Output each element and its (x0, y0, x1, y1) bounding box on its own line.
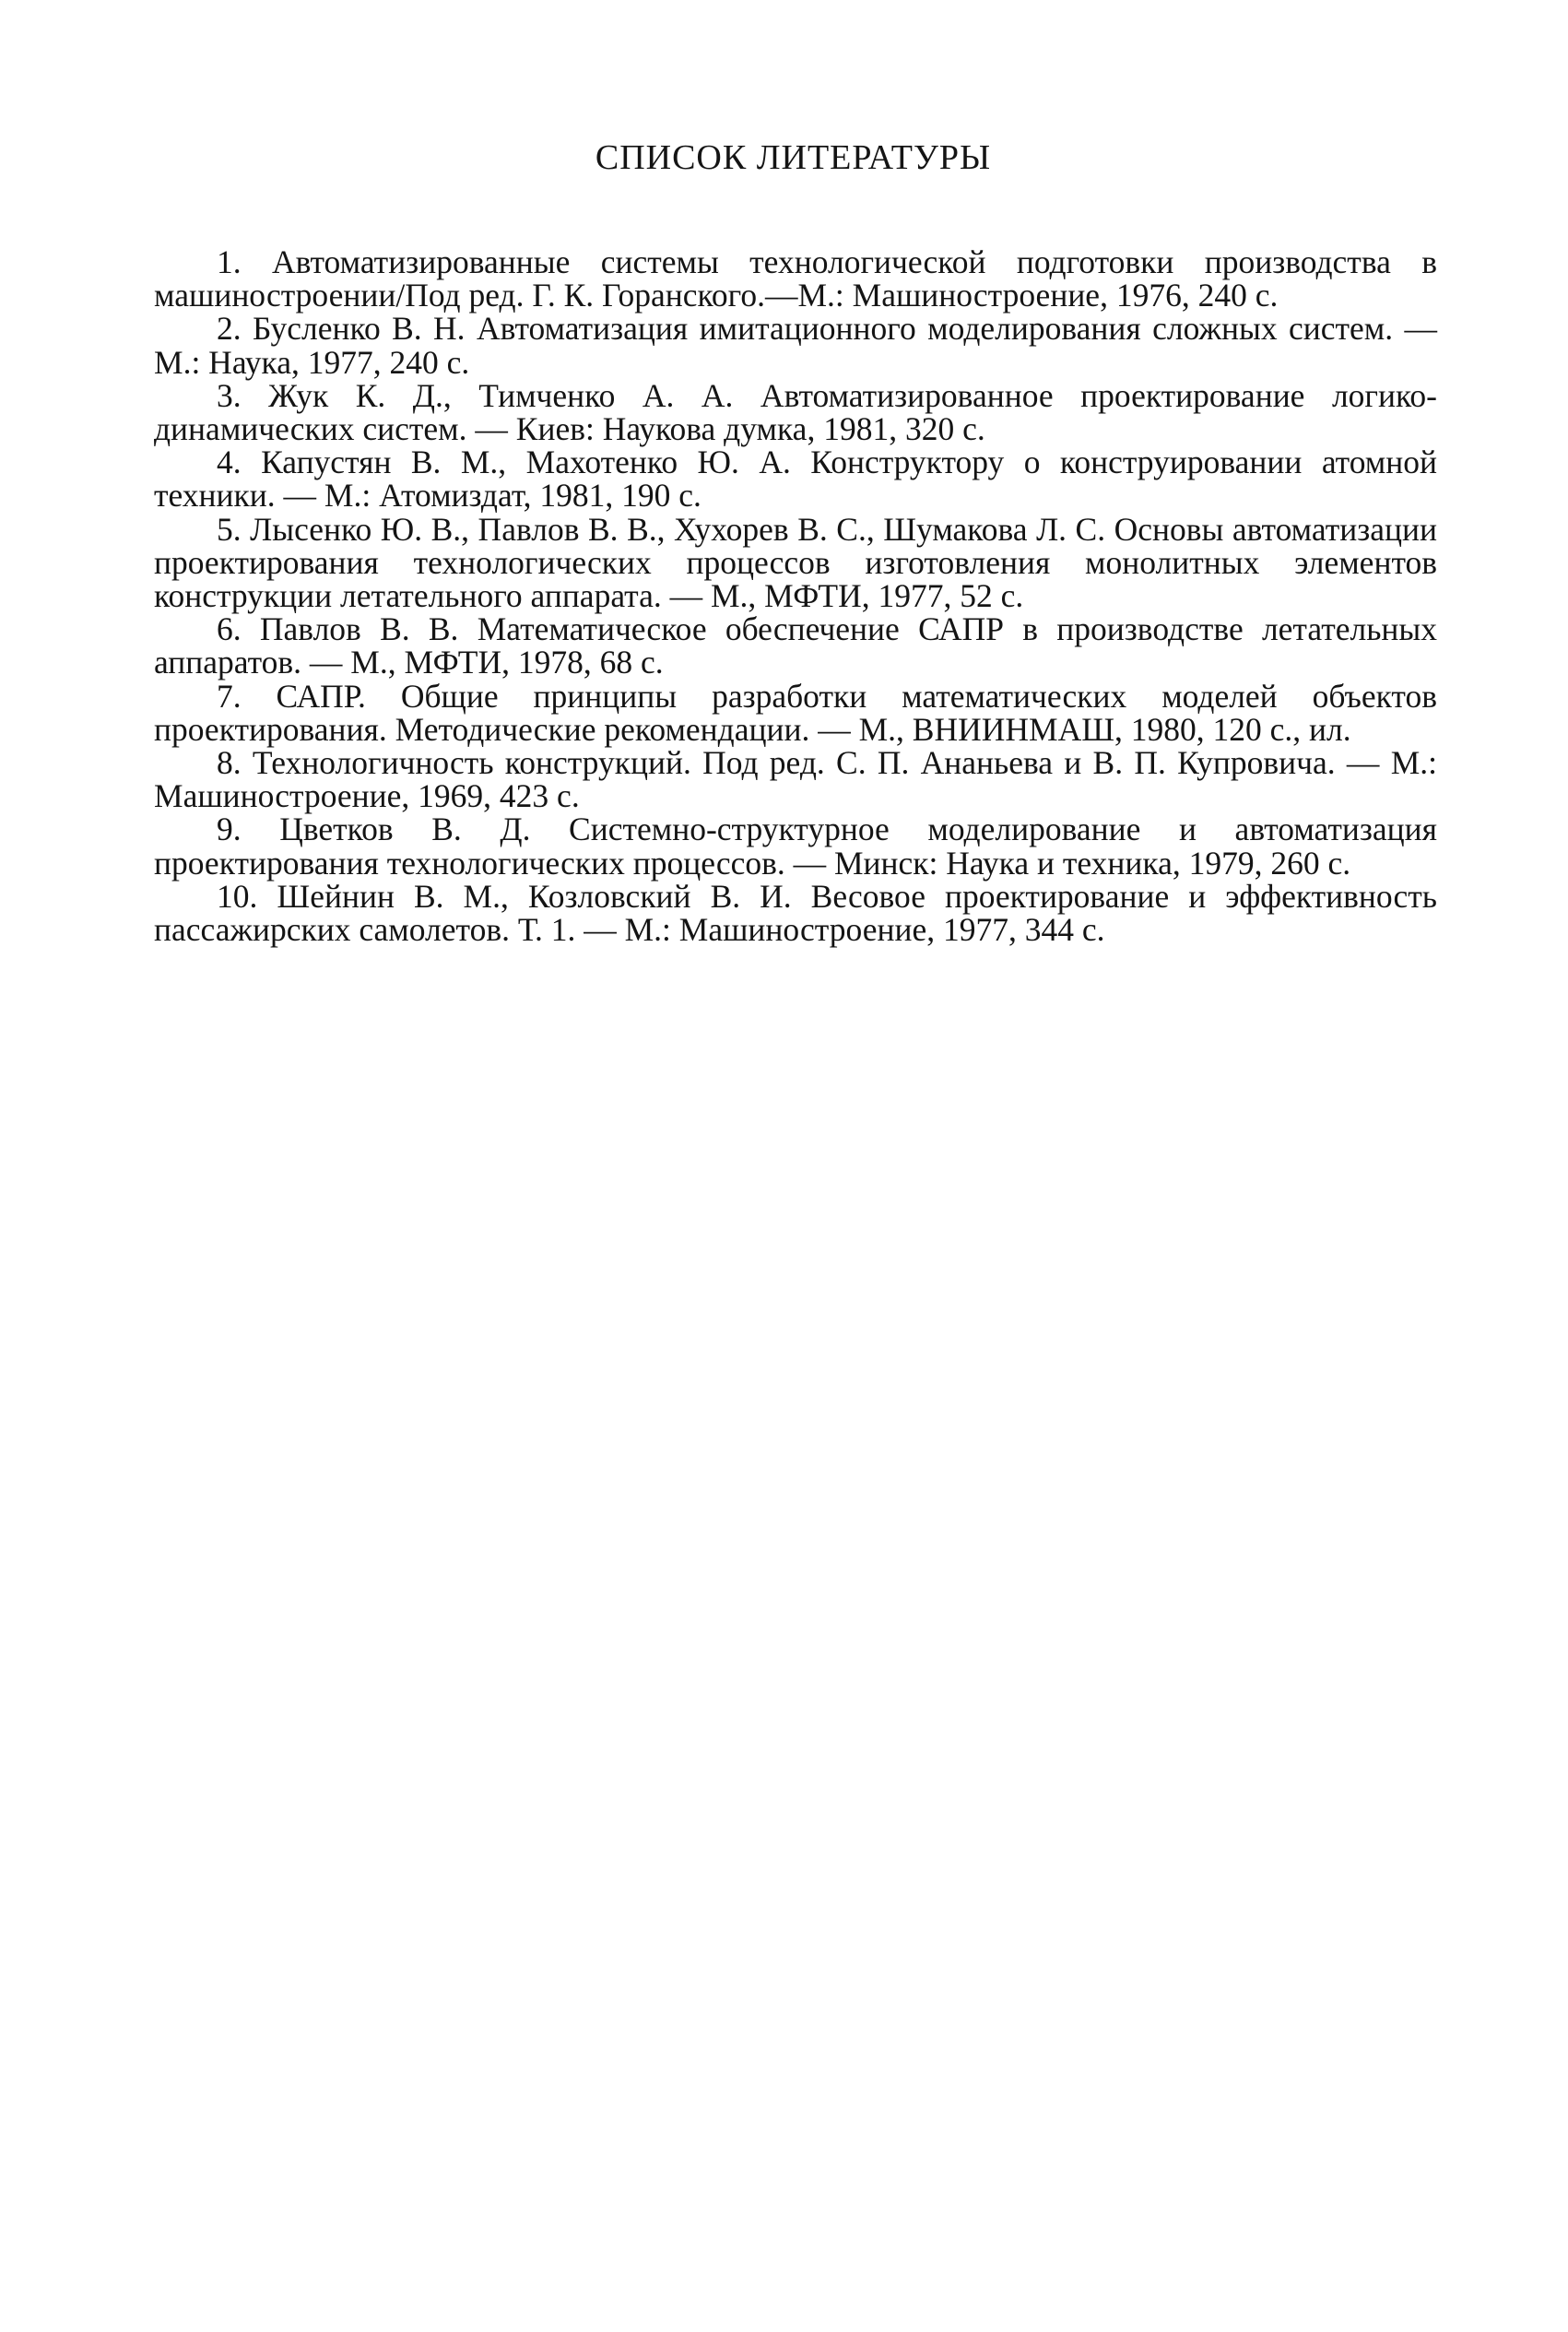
reference-list (154, 243, 1437, 949)
reference-item: 10. Шейнин В. М., Козловский В. И. Весовое проектирование и эффективность пассажирских самолетов. Т. 1. — М.: Машиностроение, 1977, 344 с. (154, 877, 1437, 949)
reference-item: 4. Капустян В. М., Махотенко Ю. А. Конструктору о конструировании атомной техники. — М.: Атомиздат, 1981, 190 с. (154, 444, 1437, 515)
page-title: СПИСОК ЛИТЕРАТУРЫ (595, 138, 992, 177)
reference-item: 7. САПР. Общие принципы разработки математических моделей объектов проектирования. Методические рекомендации. — М., ВНИИНМАШ, 1980, 120 с., ил. (154, 677, 1437, 748)
reference-item: 8. Технологичность конструкций. Под ред. С. П. Ананьева и В. П. Купровича. — М.: Машиностроение, 1969, 423 с. (154, 744, 1437, 815)
reference-item: 6. Павлов В. В. Математическое обеспечение САПР в производстве летательных аппаратов. — М., МФТИ, 1978, 68 с. (154, 610, 1437, 681)
reference-item: 1. Автоматизированные системы технологической подготовки производства в машиностроении/Под ред. Г. К. Горанского.—М.: Машиностроение, 1976, 240 с. (154, 243, 1437, 314)
reference-item: 3. Жук К. Д., Тимченко А. А. Автоматизированное проектирование логико-динамических систем. — Киев: Наукова думка, 1981, 320 с. (154, 376, 1437, 448)
reference-item: 9. Цветков В. Д. Системно-структурное моделирование и автоматизация проектирования технологических процессов. — Минск: Наука и техника, 1979, 260 с. (154, 811, 1437, 882)
reference-item: 2. Бусленко В. Н. Автоматизация имитационного моделирования сложных систем. — М.: Наука, 1977, 240 с. (154, 310, 1437, 381)
reference-item: 5. Лысенко Ю. В., Павлов В. В., Хухорев В. С., Шумакова Л. С. Основы автоматизации проектирования технологических процессов изготовления монолитных элементов конструкции летательного аппарата. — М., МФТИ, 1977, 52 с. (154, 510, 1437, 615)
